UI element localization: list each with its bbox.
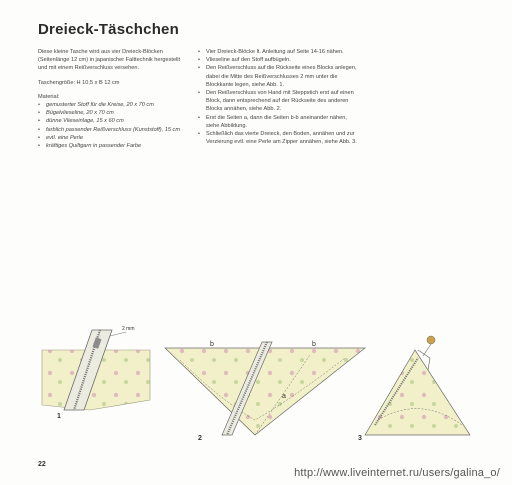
page-title: Dreieck-Täschchen: [38, 21, 179, 38]
fig1-label: 1: [57, 413, 61, 420]
material-item: • evtl. eine Perle: [38, 134, 188, 142]
materials-heading: Material:: [38, 93, 60, 100]
material-item: • farblich passender Reißverschluss (Kunststoff), 15 cm: [38, 126, 188, 134]
side-label-b: b: [210, 341, 214, 348]
figure-1: [42, 326, 150, 420]
material-item: • gemusterter Stoff für die Kreise, 20 x 70 cm: [38, 101, 188, 109]
step-item: • Vier Dreieck-Blöcke lt. Anleitung auf Seite 14-16 nähen.: [198, 48, 358, 56]
step-item: • Erst die Seiten a, dann die Seiten b-b aneinander nähen, siehe Abbildung.: [198, 114, 358, 130]
fig2-label: 2: [198, 435, 202, 442]
figure-2: [165, 341, 365, 442]
step-item: • Den Reißverschluss auf die Rückseite eines Blocks anlegen, dabei die Mitte des Reißverschlusses 2 mm unter die Blockkante legen, siehe Abb. 1.: [198, 64, 358, 89]
right-column: [198, 48, 358, 146]
intro-text: Diese kleine Tasche wird aus vier Dreieck-Blöcken (Seitenlänge 12 cm) in japanischer Falttechnik hergestellt und mit einem Reißverschluss versehen.: [38, 49, 181, 72]
step-item: • Den Reißverschluss von Hand mit Steppstich erst auf einen Block, dann entsprechend auf der Rückseite des anderen Blocks annähen, siehe Abb. 2.: [198, 89, 358, 114]
steps-list: [198, 48, 358, 146]
bead-icon: [427, 336, 435, 344]
watermark-url[interactable]: http://www.liveinternet.ru/users/galina_o/: [294, 467, 500, 479]
fig1-dimension: 2 mm: [122, 326, 135, 332]
side-label-a: a: [282, 393, 286, 400]
material-item: • kräftiges Quiltgarn in passender Farbe: [38, 142, 188, 150]
material-item: • Bügelvlieseline, 20 x 70 cm: [38, 109, 188, 117]
step-item: • Vlieseline auf den Stoff aufbügeln.: [198, 56, 358, 64]
material-item: • dünne Vlieseinlage, 15 x 60 cm: [38, 117, 188, 125]
materials-list: [38, 101, 188, 150]
page-number: 22: [38, 461, 46, 468]
bag-size: Taschengröße: H 10,5 x B 12 cm: [38, 79, 120, 86]
fig3-label: 3: [358, 435, 362, 442]
step-item: • Schließlich das vierte Dreieck, den Boden, annähen und zur Verzierung evtl. eine Perle am Zipper annähen, siehe Abb. 3.: [198, 130, 358, 146]
side-label-b: b: [312, 341, 316, 348]
figure-3: [358, 336, 470, 442]
illustrations: [0, 300, 512, 450]
left-column: [38, 48, 188, 150]
